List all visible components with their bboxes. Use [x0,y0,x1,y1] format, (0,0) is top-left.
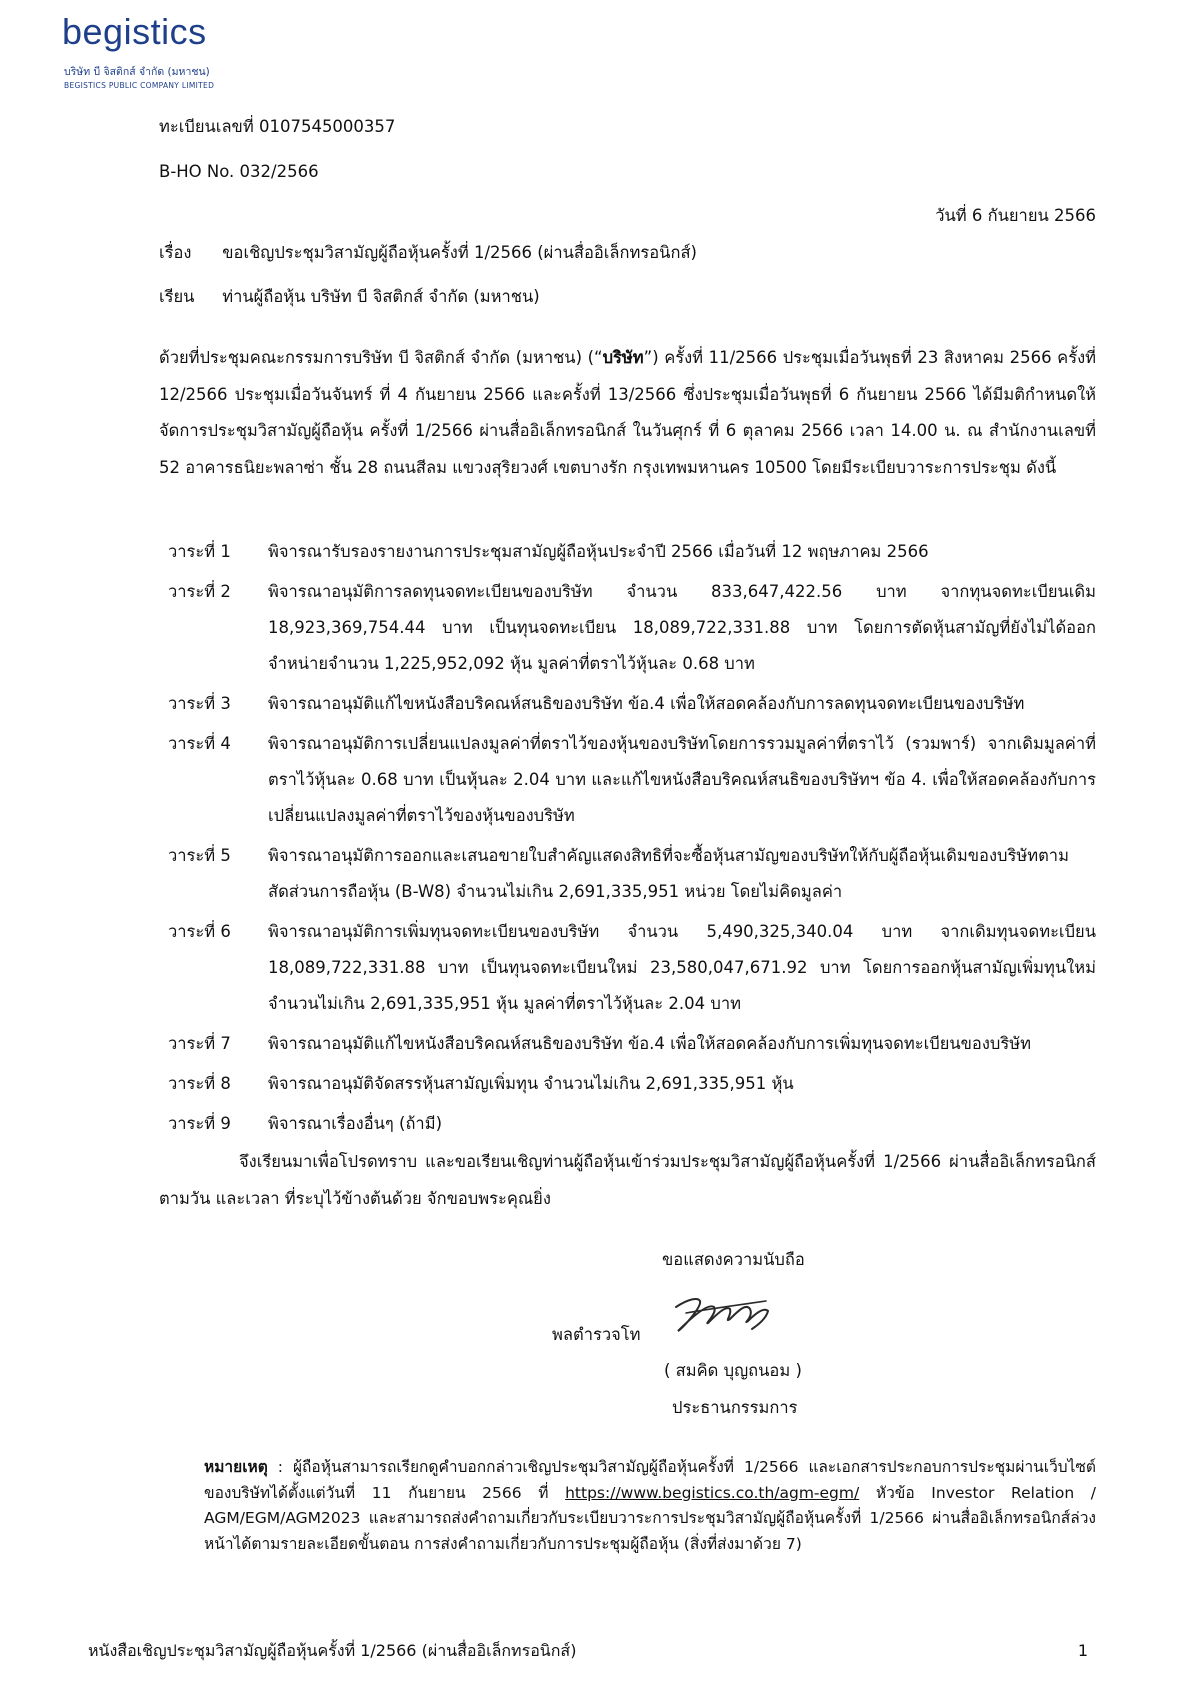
agenda-number: วาระที่ 1 [168,542,231,561]
recipient-label: เรียน [159,287,195,306]
agenda-item [168,534,1096,570]
page-number: 1 [1077,1641,1088,1660]
intro-text-2: ”) ครั้งที่ 11/2566 ประชุมเมื่อวันพุธที่ 23 สิงหาคม 2566 ครั้งที่ 12/2566 ประชุมเมื่อวันจันทร์ ที่ 4 กันยายน 2566 และครั้งที่ 13/2566 ซึ่งประชุมเมื่อวันพุธที่ 6 กันยายน 2566 ได้มีมติกำหนดให้จัดการประชุมวิสามัญผู้ถือหุ้น ครั้งที่ 1/2566 ผ่านสื่ออิเล็กทรอนิกส์ ในวันศุกร์ ที่ 6 ตุลาคม 2566 เวลา 14.00 น. ณ สำนักงานเลขที่ 52 อาคารธนิยะพลาซ่า ชั้น 28 ถนนสีลม แขวงสุริยวงศ์ เขตบางรัก กรุงเทพมหานคร 10500 โดยมีระเบียบวาระการประชุม ดังนี้ [159,348,1096,477]
agenda-number: วาระที่ 7 [168,1034,231,1053]
subject-label: เรื่อง [159,243,192,262]
agenda-text: พิจารณาเรื่องอื่นๆ (ถ้ามี) [268,1114,443,1133]
closing-paragraph [159,1143,1096,1217]
agenda-text: พิจารณาอนุมัติจัดสรรหุ้นสามัญเพิ่มทุน จำนวนไม่เกิน 2,691,335,951 หุ้น [268,1074,794,1093]
agenda-item [168,1066,1096,1102]
agenda-number: วาระที่ 4 [168,734,231,753]
agenda-number: วาระที่ 9 [168,1114,231,1133]
company-logo [62,11,282,104]
remark-label: หมายเหตุ [204,1458,268,1476]
agenda-text: พิจารณาอนุมัติการลดทุนจดทะเบียนของบริษัท จำนวน 833,647,422.56 บาท จากทุนจดทะเบียนเดิม 18,923,369,754.44 บาท เป็นทุนจดทะเบียน 18,089,722,331.88 บาท โดยการตัดหุ้นสามัญที่ยังไม่ได้ออกจำหน่ายจำนวน 1,225,952,092 หุ้น มูลค่าที่ตราไว้หุ้นละ 0.68 บาท [268,582,1096,673]
agenda-item [168,726,1096,834]
footer-title: หนังสือเชิญประชุมวิสามัญผู้ถือหุ้นครั้งที่ 1/2566 (ผ่านสื่ออิเล็กทรอนิกส์) [88,1641,577,1660]
logo-english-name: BEGISTICS PUBLIC COMPANY LIMITED [64,81,215,90]
remark-text-2: หัวข้อ Investor Relation / AGM/EGM/AGM2023 และสามารถส่งคำถามเกี่ยวกับระเบียบวาระการประชุมวิสามัญผู้ถือหุ้นครั้งที่ 1/2566 ผ่านสื่ออิเล็กทรอนิกส์ล่วงหน้าได้ตามรายละเอียดขั้นตอน การส่งคำถามเกี่ยวกับการประชุมผู้ถือหุ้น (สิ่งที่ส่งมาด้วย 7) [204,1483,1096,1553]
agenda-number: วาระที่ 2 [168,582,231,601]
agenda-item [168,914,1096,1022]
agenda-list [168,534,1096,1146]
intro-company-bold: บริษัท [602,348,644,367]
agenda-item [168,838,1096,910]
subject-text: ขอเชิญประชุมวิสามัญผู้ถือหุ้นครั้งที่ 1/2566 (ผ่านสื่ออิเล็กทรอนิกส์) [222,243,697,262]
intro-paragraph [159,340,1096,486]
signature-image [668,1285,778,1345]
remark-website-link[interactable]: https://www.begistics.co.th/agm-egm/ [565,1483,860,1502]
regards-text: ขอแสดงความนับถือ [662,1250,805,1269]
agenda-number: วาระที่ 3 [168,694,231,713]
page-footer [88,1638,1088,1664]
agenda-item [168,1026,1096,1062]
subject-line [159,240,697,266]
agenda-item [168,1106,1096,1142]
signer-rank: พลตำรวจโท [552,1325,641,1344]
recipient-line [159,284,540,310]
agenda-text: พิจารณาอนุมัติการเพิ่มทุนจดทะเบียนของบริษัท จำนวน 5,490,325,340.04 บาท จากเดิมทุนจดทะเบียน 18,089,722,331.88 บาท เป็นทุนจดทะเบียนใหม่ 23,580,047,671.92 บาท โดยการออกหุ้นสามัญเพิ่มทุนใหม่จำนวนไม่เกิน 2,691,335,951 หุ้น มูลค่าที่ตราไว้หุ้นละ 2.04 บาท [268,922,1096,1013]
signer-name: ( สมคิด บุญถนอม ) [664,1361,802,1380]
agenda-item [168,686,1096,722]
agenda-number: วาระที่ 8 [168,1074,231,1093]
logo-wordmark: begistics [62,11,207,52]
remark-text-1: ผู้ถือหุ้นสามารถเรียกดูคำบอกกล่าวเชิญประชุมวิสามัญผู้ถือหุ้นครั้งที่ 1/2566 และเอกสารประกอบการประชุมผ่านเว็บไซต์ของบริษัทได้ตั้งแต่วันที่ 11 กันยายน 2566 ที่ [204,1458,1096,1502]
agenda-text: พิจารณาอนุมัติการออกและเสนอขายใบสำคัญแสดงสิทธิที่จะซื้อหุ้นสามัญของบริษัทให้กับผู้ถือหุ้นเดิมของบริษัทตามสัดส่วนการถือหุ้น (B-W8) จำนวนไม่เกิน 2,691,335,951 หน่วย โดยไม่คิดมูลค่า [268,846,1069,901]
agenda-text: พิจารณาอนุมัติแก้ไขหนังสือบริคณห์สนธิของบริษัท ข้อ.4 เพื่อให้สอดคล้องกับการลดทุนจดทะเบียนของบริษัท [268,694,1025,713]
document-number: B-HO No. 032/2566 [159,162,319,181]
closing-text: จึงเรียนมาเพื่อโปรดทราบ และขอเรียนเชิญท่านผู้ถือหุ้นเข้าร่วมประชุมวิสามัญผู้ถือหุ้นครั้งที่ 1/2566 ผ่านสื่ออิเล็กทรอนิกส์ ตามวัน และเวลา ที่ระบุไว้ข้างต้นด้วย จักขอบพระคุณยิ่ง [159,1152,1096,1208]
agenda-item [168,574,1096,682]
agenda-number: วาระที่ 6 [168,922,231,941]
registration-number: ทะเบียนเลขที่ 0107545000357 [159,117,396,136]
document-date: วันที่ 6 กันยายน 2566 [935,206,1096,225]
agenda-text: พิจารณารับรองรายงานการประชุมสามัญผู้ถือหุ้นประจำปี 2566 เมื่อวันที่ 12 พฤษภาคม 2566 [268,542,929,561]
logo-thai-name: บริษัท บี จิสติกส์ จำกัด (มหาชน) [64,66,210,78]
agenda-text: พิจารณาอนุมัติแก้ไขหนังสือบริคณห์สนธิของบริษัท ข้อ.4 เพื่อให้สอดคล้องกับการเพิ่มทุนจดทะเบียนของบริษัท [268,1034,1031,1053]
agenda-text: พิจารณาอนุมัติการเปลี่ยนแปลงมูลค่าที่ตราไว้ของหุ้นของบริษัทโดยการรวมมูลค่าที่ตราไว้ (รวมพาร์) จากเดิมมูลค่าที่ตราไว้หุ้นละ 0.68 บาท เป็นหุ้นละ 2.04 บาท และแก้ไขหนังสือบริคณห์สนธิของบริษัทฯ ข้อ 4. เพื่อให้สอดคล้องกับการเปลี่ยนแปลงมูลค่าที่ตราไว้ของหุ้นของบริษัท [268,734,1096,825]
remark-note [204,1455,1096,1557]
signer-position: ประธานกรรมการ [672,1398,798,1417]
remark-separator: : [267,1458,293,1476]
intro-text-1: ด้วยที่ประชุมคณะกรรมการบริษัท บี จิสติกส์ จำกัด (มหาชน) (“ [159,348,603,367]
recipient-text: ท่านผู้ถือหุ้น บริษัท บี จิสติกส์ จำกัด (มหาชน) [222,287,540,306]
agenda-number: วาระที่ 5 [168,846,231,865]
